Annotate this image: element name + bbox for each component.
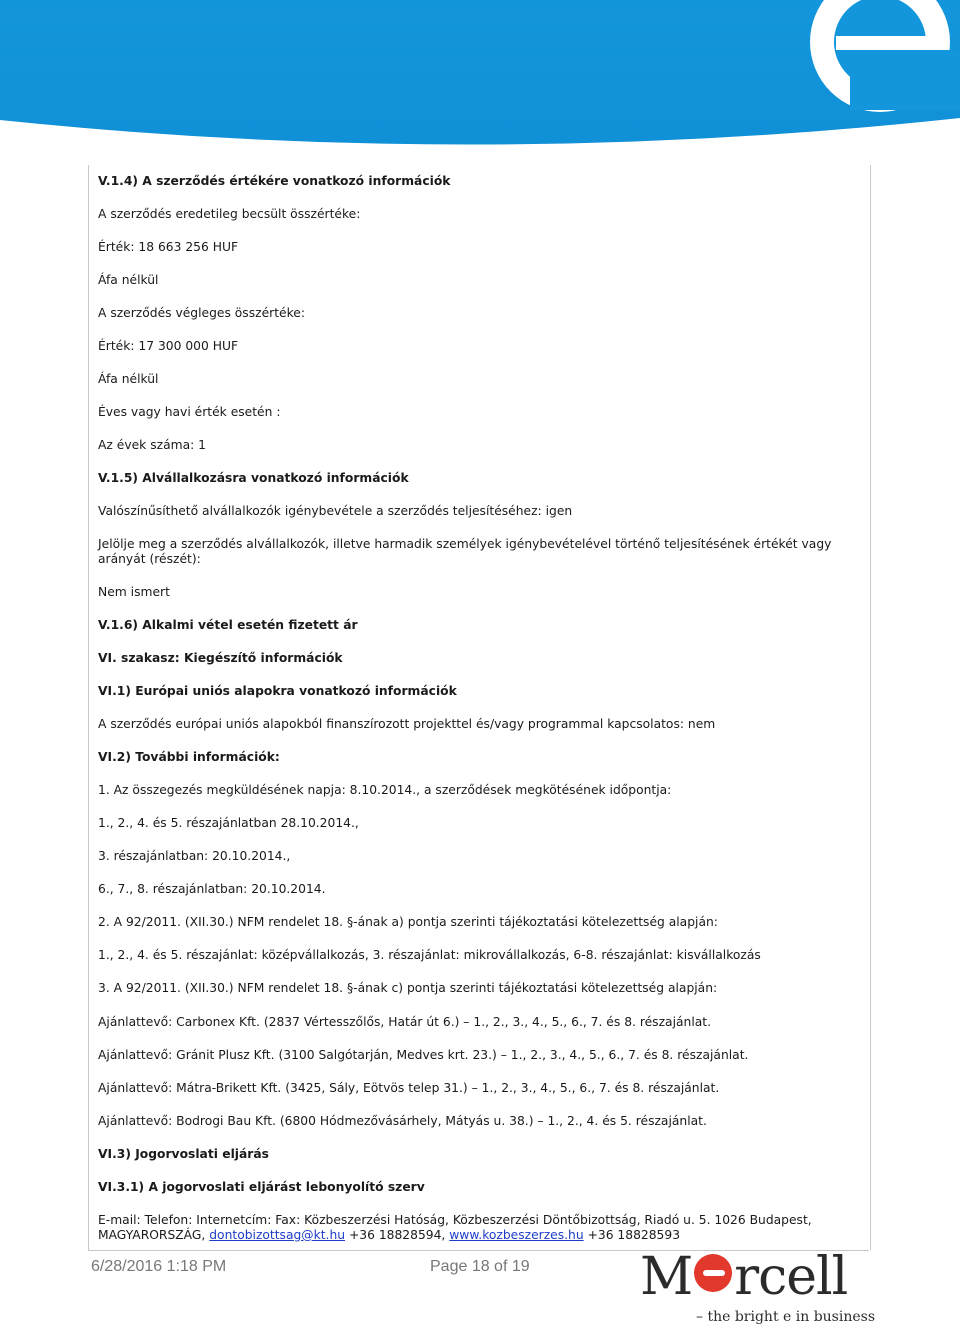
section-heading: VI.1) Európai uniós alapokra vonatkozó információk: [98, 684, 457, 698]
section-heading: VI.2) További információk:: [98, 750, 280, 764]
print-date: 6/28/2016 1:18 PM: [91, 1258, 227, 1275]
text-line: Jelölje meg a szerződés alvállalkozók, illetve harmadik személyek igénybevételével történő teljesítésének értékét vagy arányát (részét):: [98, 537, 832, 566]
text-line: 1., 2., 4. és 5. részajánlat: középvállalkozás, 3. részajánlat: mikrovállalkozás, 6-8. részajánlat: kisvállalkozás: [98, 948, 761, 962]
text-line: Áfa nélkül: [98, 273, 159, 287]
text-line: 6., 7., 8. részajánlatban: 20.10.2014.: [98, 882, 326, 896]
text-line: Ajánlattevő: Mátra-Brikett Kft. (3425, Sály, Eötvös telep 31.) – 1., 2., 3., 4., 5., 6., 7. és 8. részajánlat.: [98, 1081, 720, 1095]
page-number: Page 18 of 19: [430, 1258, 530, 1275]
text-line: Éves vagy havi érték esetén :: [98, 405, 281, 419]
document-body: [88, 165, 871, 1250]
text-line: Ajánlattevő: Bodrogi Bau Kft. (6800 Hódmezővásárhely, Mátyás u. 38.) – 1., 2., 4. és 5. részajánlat.: [98, 1114, 707, 1128]
text-line: A szerződés végleges összértéke:: [98, 306, 305, 320]
text-line: Az évek száma: 1: [98, 438, 207, 452]
section-heading: V.1.4) A szerződés értékére vonatkozó információk: [98, 174, 451, 188]
text-line: 3. részajánlatban: 20.10.2014.,: [98, 849, 291, 863]
section-heading: V.1.6) Alkalmi vétel esetén fizetett ár: [98, 618, 358, 632]
text-line: 3. A 92/2011. (XII.30.) NFM rendelet 18. §-ának c) pontja szerinti tájékoztatási kötelezettség alapján:: [98, 981, 718, 995]
section-heading: VI. szakasz: Kiegészítő információk: [98, 651, 343, 665]
text-line: 1., 2., 4. és 5. részajánlatban 28.10.2014.,: [98, 816, 359, 830]
fax-text: +36 18828593: [587, 1228, 681, 1242]
text-line: Valószínűsíthető alvállalkozók igénybevétele a szerződés teljesítéséhez: igen: [98, 504, 573, 518]
marcell-logo: [640, 1247, 876, 1327]
logo-tagline: – the bright e in business: [696, 1309, 876, 1325]
email-link[interactable]: dontobizottsag@kt.hu: [209, 1228, 346, 1242]
logo-e-icon: [694, 1254, 732, 1292]
text-line: Érték: 18 663 256 HUF: [98, 240, 239, 254]
brand-swoosh-graphic: [0, 0, 960, 160]
text-line: 1. Az összegezés megküldésének napja: 8.10.2014., a szerződések megkötésének időpontja:: [98, 783, 672, 797]
text-line: 2. A 92/2011. (XII.30.) NFM rendelet 18. §-ának a) pontja szerinti tájékoztatási kötelezettség alapján:: [98, 915, 718, 929]
text-line: Áfa nélkül: [98, 372, 159, 386]
section-heading: V.1.5) Alvállalkozásra vonatkozó információk: [98, 471, 409, 485]
header-banner: [0, 0, 960, 160]
section-heading: VI.3.1) A jogorvoslati eljárást lebonyolító szerv: [98, 1180, 425, 1194]
text-line: Ajánlattevő: Gránit Plusz Kft. (3100 Salgótarján, Medves krt. 23.) – 1., 2., 3., 4., 5., 6., 7. és 8. részajánlat.: [98, 1048, 749, 1062]
phone-text: +36 18828594,: [348, 1228, 446, 1242]
website-link[interactable]: www.kozbeszerzes.hu: [449, 1228, 584, 1242]
text-line: E-mail: Telefon: Internetcím: Fax: Közbeszerzési Hatóság, Közbeszerzési Döntőbizottság, Riadó u. 5. 1026 Budapest,: [98, 1213, 812, 1227]
country-text: MAGYARORSZÁG,: [98, 1228, 206, 1242]
text-line: Nem ismert: [98, 585, 170, 599]
section-heading: VI.3) Jogorvoslati eljárás: [98, 1147, 269, 1161]
text-line: A szerződés eredetileg becsült összértéke:: [98, 207, 361, 221]
contact-line: [98, 1228, 868, 1243]
text-line: Érték: 17 300 000 HUF: [98, 339, 239, 353]
logo-wordmark: M rcell: [640, 1247, 848, 1307]
text-line: A szerződés európai uniós alapokból finanszírozott projekttel és/vagy programmal kapcsolatos: nem: [98, 717, 716, 731]
text-line: Ajánlattevő: Carbonex Kft. (2837 Vértesszőlős, Határ út 6.) – 1., 2., 3., 4., 5., 6., 7. és 8. részajánlat.: [98, 1015, 712, 1029]
